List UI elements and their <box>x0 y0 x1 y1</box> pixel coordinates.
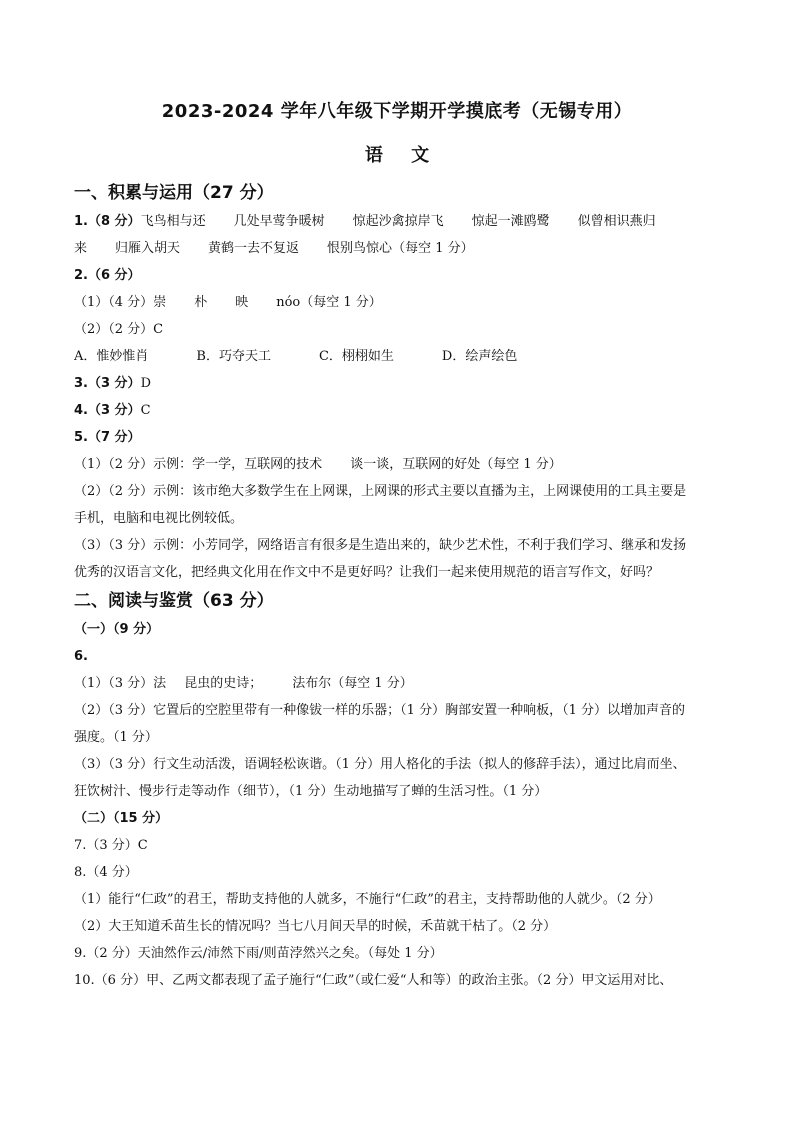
q4 <box>74 397 734 424</box>
q3-answer: D <box>140 376 151 391</box>
q4-answer: C <box>140 403 151 418</box>
q5-sub2-line2: 手机，电脑和电视比例较低。 <box>74 511 244 526</box>
q2-option-d: D．绘声绘色 <box>441 349 518 364</box>
q5-sub1-a: （1）（2 分）示例：学一学，互联网的技术 <box>74 457 323 472</box>
q8-sub1: （1）能行“仁政”的君王，帮助支持他的人就多，不施行“仁政”的君主，支持帮助他的人就少。（2 分） <box>74 892 661 907</box>
q6-sub1-c: 法布尔（每空 1 分） <box>292 676 413 691</box>
q2-sub1-note: （每空 1 分） <box>300 295 382 310</box>
q2-sub2: （2）（2 分）C <box>74 322 164 337</box>
q2-answer: 映 <box>235 295 249 310</box>
q2-options <box>74 343 734 370</box>
part1-heading: （一）（9 分） <box>74 622 160 637</box>
q1-line-1 <box>74 208 734 235</box>
q6-sub2-line1: （2）（3 分）它置后的空腔里带有一种像钹一样的乐器；（1 分）胸部安置一种响板，（1 分）以增加声音的 <box>74 703 685 718</box>
q1-answer: 几处早莺争暖树 <box>233 214 325 229</box>
q1-answer: 恨别鸟惊心 <box>327 241 393 256</box>
q2-answer: 崇 <box>153 295 167 310</box>
q1-label: 1.（8 分） <box>74 214 141 229</box>
q2-label: 2.（6 分） <box>74 268 141 283</box>
q1-answer: 惊起一滩鸥鹭 <box>471 214 550 229</box>
q6-sub3-line1: （3）（3 分）行文生动活泼，语调轻松诙谐。（1 分）用人格化的手法（拟人的修辞手法），通过比肩而坐、 <box>74 757 686 772</box>
q9: 9.（2 分）天油然作云/沛然下雨/则苗浡然兴之矣。（每处 1 分） <box>74 946 443 961</box>
q6-sub1 <box>74 670 734 697</box>
q1-line-2 <box>74 235 734 262</box>
q5-sub3-line2: 优秀的汉语言文化，把经典文化用在作文中不是更好吗？让我们一起来使用规范的语言写作文，好吗？ <box>74 565 660 580</box>
q2-option-a: A．惟妙惟肖 <box>74 349 149 364</box>
q5-label: 5.（7 分） <box>74 430 141 445</box>
q8-label: 8.（4 分） <box>74 865 138 880</box>
q10: 10.（6 分）甲、乙两文都表现了孟子施行“仁政”（或仁爱“人和等）的政治主张。（2 分）甲文运用对比、 <box>74 973 673 988</box>
q5-sub1-b: 谈一谈，互联网的好处（每空 1 分） <box>350 457 562 472</box>
section-heading-1: 一、积累与运用（27 分） <box>74 183 274 203</box>
q1-answer: 归雁入胡天 <box>115 241 181 256</box>
q3-label: 3.（3 分） <box>74 376 141 391</box>
q6-label: 6. <box>74 649 88 664</box>
q1-answer: 黄鹤一去不复返 <box>208 241 300 256</box>
q6-sub3-line2: 狂饮树汁、慢步行走等动作（细节），（1 分）生动地描写了蝉的生活习性。（1 分） <box>74 784 548 799</box>
q5-sub3-line1: （3）（3 分）示例：小芳同学，网络语言有很多是生造出来的，缺少艺术性，不利于我们学习、继承和发扬 <box>74 538 687 553</box>
q1-answer: 惊起沙禽掠岸飞 <box>352 214 444 229</box>
q2-option-b: B．巧夺天工 <box>196 349 271 364</box>
section-heading-2: 二、阅读与鉴赏（63 分） <box>74 591 274 611</box>
q6-sub1-a: （1）（3 分）法 <box>74 676 167 691</box>
q5-sub2-line1: （2）（2 分）示例：该市绝大多数学生在上网课，上网课的形式主要以直播为主，上网课使用的工具主要是 <box>74 484 687 499</box>
q7: 7.（3 分）C <box>74 838 148 853</box>
q1-answer: 来 <box>74 241 88 256</box>
q2-sub1-label: （1）（4 分） <box>74 295 154 310</box>
part2-heading: （二）（15 分） <box>74 811 169 826</box>
q6-sub2-line2: 强度。（1 分） <box>74 730 158 745</box>
q6-sub1-b: 昆虫的史诗； <box>184 676 263 691</box>
q5-sub1 <box>74 451 734 478</box>
subject-title: 语 文 <box>364 145 430 166</box>
q8-sub2: （2）大王知道禾苗生长的情况吗？当七八月间天旱的时候，禾苗就干枯了。（2 分） <box>74 919 557 934</box>
answer-content <box>74 178 734 994</box>
q3 <box>74 370 734 397</box>
q2-answer: nóo <box>276 295 301 310</box>
q1-answer: 飞鸟相与还 <box>140 214 206 229</box>
q2-sub1 <box>74 289 734 316</box>
q1-note: （每空 1 分） <box>392 241 474 256</box>
q4-label: 4.（3 分） <box>74 403 141 418</box>
q1-answer: 似曾相识燕归 <box>577 214 656 229</box>
q2-answer: 朴 <box>194 295 208 310</box>
page-title: 2023-2024 学年八年级下学期开学摸底考（无锡专用） <box>161 101 633 122</box>
q2-option-c: C．栩栩如生 <box>318 349 394 364</box>
